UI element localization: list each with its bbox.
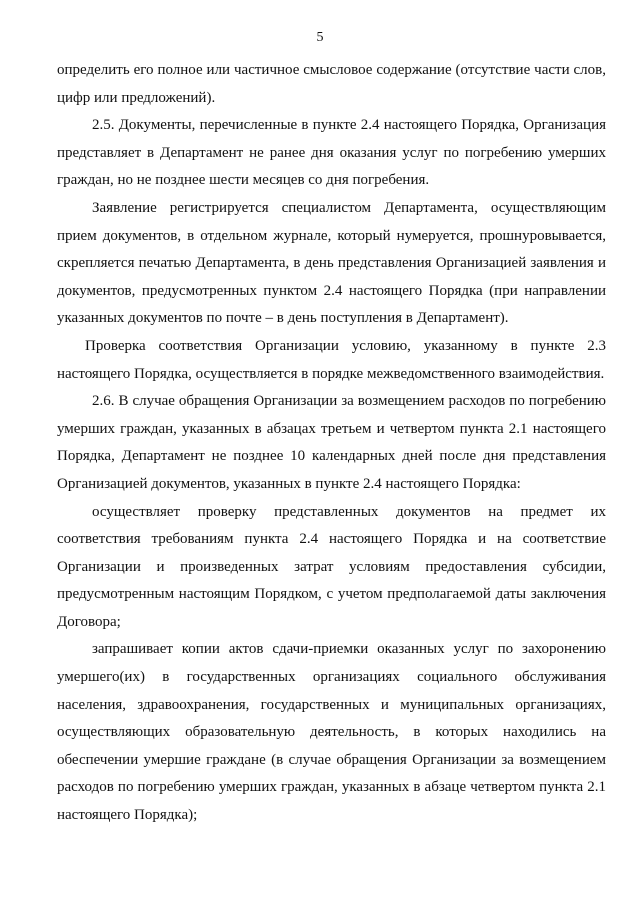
paragraph-continuation: определить его полное или частичное смысловое содержание (отсутствие части слов, цифр или предложений). bbox=[57, 62, 606, 106]
paragraph-2-5: 2.5. Документы, перечисленные в пункте 2.4 настоящего Порядка, Организация представляет в Департамент не ранее дня оказания услуг по погребению умерших граждан, но не позднее шести месяцев со дня погребения. bbox=[57, 117, 606, 189]
document-body bbox=[57, 57, 606, 830]
paragraph-check-documents: осуществляет проверку представленных документов на предмет их соответствия требованиям пункта 2.4 настоящего Порядка и на соответствие Организации и произведенных затрат условиям предоставления субсидии, предусмотренным настоящим Порядком, с учетом предполагаемой даты заключения Договора; bbox=[57, 503, 606, 630]
paragraph-request-acts: запрашивает копии актов сдачи-приемки оказанных услуг по захоронению умершего(их) в государственных организациях социального обслуживания населения, здравоохранения, государственных и муниципальных организациях, осуществляющих образовательную деятельность, в которых находились на обеспечении умершие граждане (в случае обращения Организации за возмещением расходов по погребению умерших граждан, указанных в абзаце четвертом пункта 2.1 настоящего Порядка); bbox=[57, 641, 606, 824]
paragraph-registration: Заявление регистрируется специалистом Департамента, осуществляющим прием документов, в отдельном журнале, который нумеруется, прошнуровывается, скрепляется печатью Департамента, в день представления Организацией заявления и документов, предусмотренных пунктом 2.4 настоящего Порядка (при направлении указанных документов по почте – в день поступления в Департамент). bbox=[57, 199, 606, 327]
paragraph-verification: Проверка соответствия Организации условию, указанному в пункте 2.3 настоящего Порядка, осуществляется в порядке межведомственного взаимодействия. bbox=[57, 337, 606, 382]
page-number: 5 bbox=[316, 30, 324, 45]
paragraph-2-6: 2.6. В случае обращения Организации за возмещением расходов по погребению умерших граждан, указанных в абзацах третьем и четвертом пункта 2.1 настоящего Порядка, Департамент не позднее 10 календарных дней после дня представления Организацией документов, указанных в пункте 2.4 настоящего Порядка: bbox=[57, 393, 606, 492]
